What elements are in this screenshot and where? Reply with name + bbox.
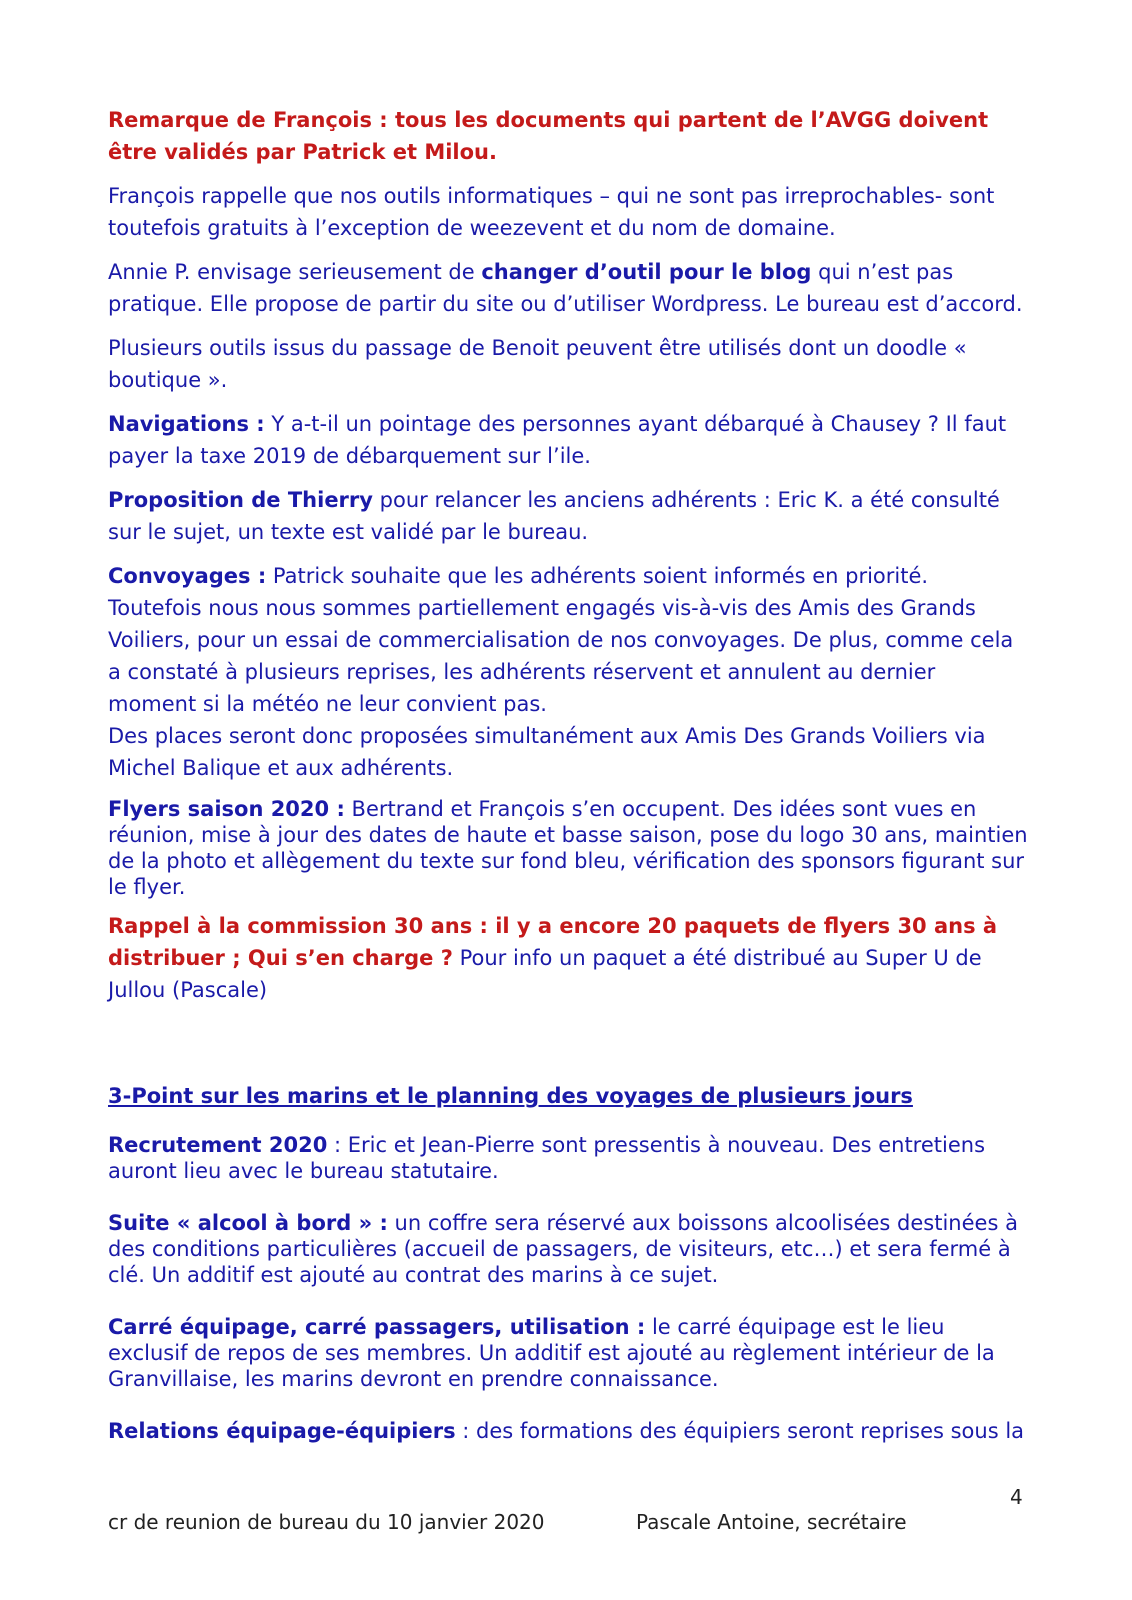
outils-text: François rappelle que nos outils informatiques – qui ne sont pas irreprochables- sont toutefois gratuits à l’exception de weezevent et du nom de domaine.: [108, 184, 995, 240]
convoyages-label: Convoyages :: [108, 564, 267, 588]
benoit-text: Plusieurs outils issus du passage de Benoit peuvent être utilisés dont un doodle « boutique ».: [108, 336, 967, 392]
paragraph-convoyages: [108, 560, 1028, 720]
carre-text: le carré équipage est le lieu exclusif de repos de ses membres. Un additif est ajouté au règlement intérieur de la Granvillaise, les marins devront en prendre connaissance.: [108, 1315, 995, 1391]
navigations-label: Navigations :: [108, 412, 265, 436]
page-number: 4: [1010, 1485, 1023, 1509]
paragraph-proposition-thierry: [108, 484, 1028, 548]
paragraph-outils-informatiques: [108, 180, 1028, 244]
flyers-label: Flyers saison 2020 :: [108, 797, 345, 821]
paragraph-outils-benoit: [108, 332, 1028, 396]
footer-right: Pascale Antoine, secrétaire: [636, 1510, 907, 1534]
relations-text: : des formations des équipiers seront reprises sous la: [455, 1419, 1025, 1443]
flyers-text: Bertrand et François s’en occupent. Des idées sont vues en réunion, mise à jour des dates de haute et basse saison, pose du logo 30 ans, maintien de la photo et allègement du texte sur fond bleu, vérification des sponsors figurant sur le flyer.: [108, 797, 1028, 899]
rappel-red-text: Rappel à la commission 30 ans : il y a encore 20 paquets de flyers 30 ans à distribuer ; Qui s’en charge ?: [108, 914, 998, 970]
footer-left: cr de reunion de bureau du 10 janvier 2020: [108, 1510, 545, 1534]
paragraph-relations: [108, 1418, 1028, 1444]
recrutement-label: Recrutement 2020: [108, 1133, 328, 1157]
recrutement-text: : Eric et Jean-Pierre sont pressentis à nouveau. Des entretiens auront lieu avec le bureau statutaire.: [108, 1133, 986, 1183]
convoyages-text: Patrick souhaite que les adhérents soient informés en priorité. Toutefois nous nous sommes partiellement engagés vis-à-vis des Amis des Grands Voiliers, pour un essai de commercialisation de nos convoyages. De plus, comme cela a constaté à plusieurs reprises, les adhérents réservent et annulent au dernier moment si la météo ne leur convient pas.: [108, 564, 1014, 716]
carre-label: Carré équipage, carré passagers, utilisation :: [108, 1315, 646, 1339]
paragraph-alcool: [108, 1210, 1028, 1288]
remark-francois: [108, 104, 1028, 168]
remark-francois-text: Remarque de François : tous les documents qui partent de l’AVGG doivent être validés par Patrick et Milou.: [108, 108, 989, 164]
paragraph-convoyages-places: [108, 720, 1028, 784]
blog-text-after: qui n’est pas pratique. Elle propose de partir du site ou d’utiliser Wordpress. Le bureau est d’accord.: [108, 260, 1023, 316]
navigations-text: Y a-t-il un pointage des personnes ayant débarqué à Chausey ? Il faut payer la taxe 2019 de débarquement sur l’ile.: [108, 412, 1007, 468]
blog-bold: changer d’outil pour le blog: [481, 260, 812, 284]
paragraph-recrutement: [108, 1132, 1028, 1184]
section-heading: 3-Point sur les marins et le planning des voyages de plusieurs jours: [108, 1084, 913, 1108]
paragraph-carre: [108, 1314, 1028, 1392]
relations-label: Relations équipage-équipiers: [108, 1419, 456, 1443]
convoyages-places-text: Des places seront donc proposées simultanément aux Amis Des Grands Voiliers via Michel Balique et aux adhérents.: [108, 724, 986, 780]
paragraph-blog: [108, 256, 1028, 320]
blog-text-before: Annie P. envisage serieusement de: [108, 260, 482, 284]
alcool-label: Suite « alcool à bord » :: [108, 1211, 388, 1235]
page-content: [108, 104, 1028, 1444]
paragraph-navigations: [108, 408, 1028, 472]
paragraph-flyers: [108, 796, 1028, 900]
thierry-text: pour relancer les anciens adhérents : Eric K. a été consulté sur le sujet, un texte est validé par le bureau.: [108, 488, 1000, 544]
paragraph-rappel-commission: [108, 910, 1028, 1006]
alcool-text: un coffre sera réservé aux boissons alcoolisées destinées à des conditions particulières (accueil de passagers, de visiteurs, etc…) et sera fermé à clé. Un additif est ajouté au contrat des marins à ce sujet.: [108, 1211, 1018, 1287]
thierry-label: Proposition de Thierry: [108, 488, 373, 512]
rappel-text: Pour info un paquet a été distribué au Super U de Jullou (Pascale): [108, 946, 982, 1002]
